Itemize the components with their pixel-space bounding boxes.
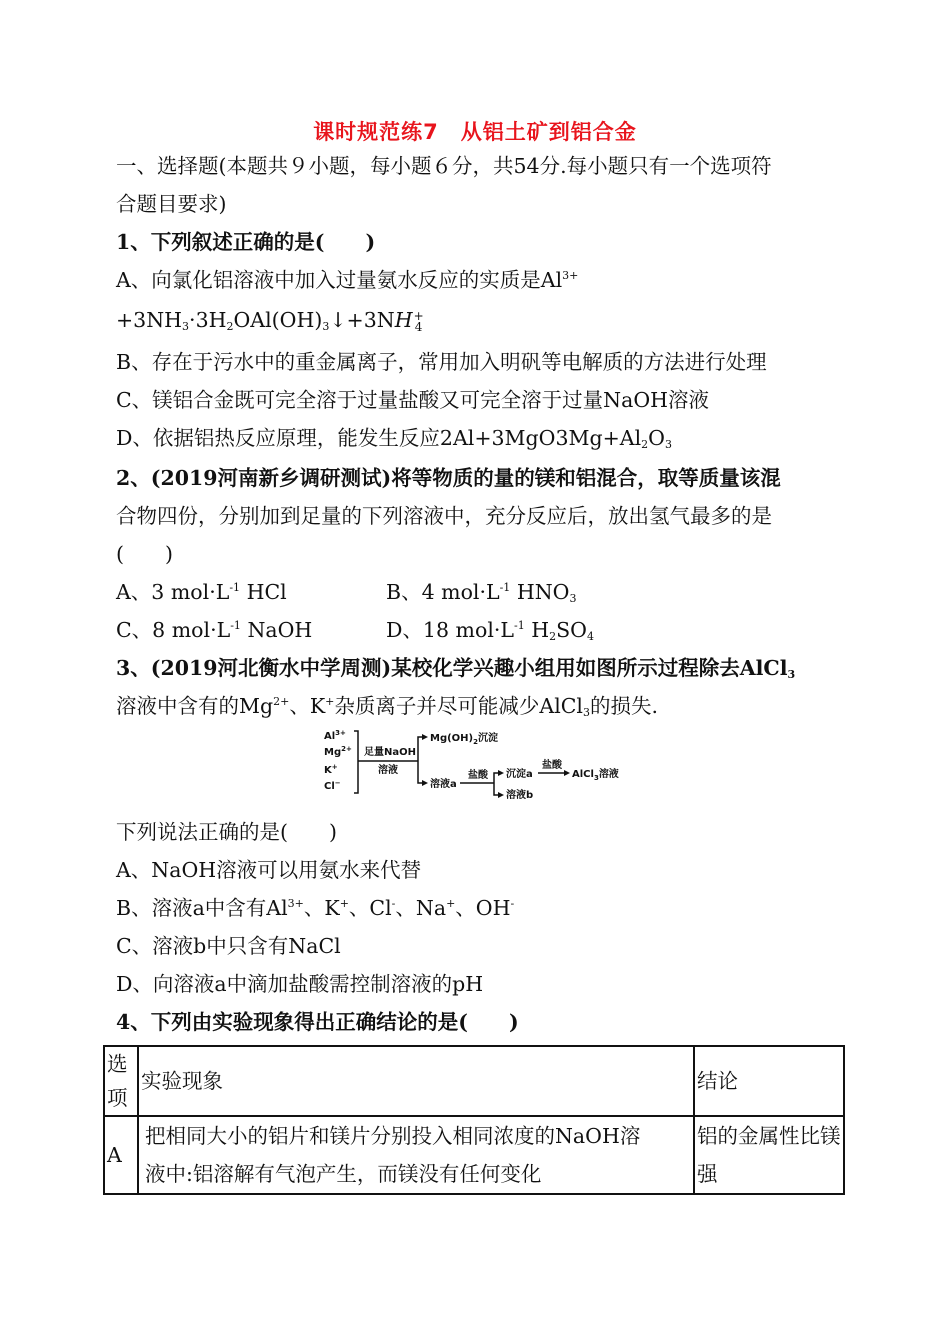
q1-option-c: C、镁铝合金既可完全溶于过量盐酸又可完全溶于过量NaOH溶液 xyxy=(116,388,710,412)
question-1-stem: 1、下列叙述正确的是( ) xyxy=(116,230,376,254)
table-row xyxy=(104,1116,844,1194)
question-2-stem-line3: ( ) xyxy=(116,542,173,566)
ion-mg: $Mg^{2+}$ xyxy=(324,745,352,758)
question-4-stem: 4、下列由实验现象得出正确结论的是( ) xyxy=(116,1010,519,1034)
ion-al: $Al^{3+}$ xyxy=(324,729,346,742)
experiment-conclusion-table xyxy=(103,1045,845,1195)
row-a-conclusion: 铝的金属性比镁 强 xyxy=(694,1116,844,1194)
step1-reagent-bottom: 溶液 xyxy=(378,765,398,776)
question-3-stem-line1: 3、(2019河北衡水中学周测)某校化学兴趣小组用如图所示过程除去AlCl$_3$ xyxy=(116,656,796,681)
q2-option-d: D、18 $mol\cdot L^{-1}$ $H_2SO_4$ xyxy=(386,618,594,643)
q3-option-c: C、溶液b中只含有NaCl xyxy=(116,934,341,958)
split-bracket-2 xyxy=(494,773,498,795)
header-option: 选 项 xyxy=(104,1046,138,1116)
q1-option-b: B、存在于污水中的重金属离子，常用加入明矾等电解质的方法进行处理 xyxy=(116,350,767,374)
q3-option-a: A、NaOH溶液可以用氨水来代替 xyxy=(116,858,422,882)
header-conclusion: 结论 xyxy=(694,1046,844,1116)
ammonium-charge-fraction: + 4 xyxy=(413,308,424,334)
q2-option-c: C、8 $mol\cdot L^{-1}$ NaOH xyxy=(116,618,313,642)
ions-bracket xyxy=(354,731,358,793)
q1-option-d: D、依据铝热反应原理，能发生反应$2Al+3MgO3Mg+Al_2O_3$ xyxy=(116,426,672,451)
split-bracket-1 xyxy=(418,737,422,783)
q1-option-a-line1: A、向氯化铝溶液中加入过量氨水反应的实质是$Al^{3+}$ xyxy=(116,268,579,292)
row-a-option: A xyxy=(104,1116,138,1194)
step1-reagent-top: 足量NaOH xyxy=(364,747,416,758)
product-solution-a: 溶液a xyxy=(430,779,457,790)
product-mgoh2-precipitate: $Mg(OH)_2$沉淀 xyxy=(430,733,498,746)
q3-option-d: D、向溶液a中滴加盐酸需控制溶液的pH xyxy=(116,972,484,996)
question-2-stem-line1: 2、(2019河南新乡调研测试)将等物质的量的镁和铝混合，取等质量该混 xyxy=(116,466,781,490)
q3-option-b: B、溶液a中含有$Al^{3+}$、K+、Cl-、Na+、OH- xyxy=(116,896,515,920)
final-alcl3-solution: AlCl$_3$溶液 xyxy=(572,769,619,782)
table-header-row xyxy=(104,1046,844,1116)
section-instructions-line1: 一、选择题(本题共９小题，每小题６分，共54分.每小题只有一个选项符 xyxy=(116,154,772,178)
ion-cl: Cl− xyxy=(324,779,341,792)
ion-k: K+ xyxy=(324,763,338,776)
product-solution-b: 溶液b xyxy=(506,790,534,799)
question-3-stem-line2: 溶液中含有的$Mg^{2+}$、K+杂质离子并尽可能减少AlCl$_3$的损失. xyxy=(116,694,659,719)
product-precipitate-a: 沉淀a xyxy=(506,769,533,780)
q2-option-b: B、4 $mol\cdot L^{-1}$ $HNO_3$ xyxy=(386,580,577,605)
step3-reagent: 盐酸 xyxy=(542,760,562,771)
question-2-stem-line2: 合物四份，分别加到足量的下列溶液中，充分反应后，放出氢气最多的是 xyxy=(116,504,772,528)
q1-option-a-line2: $+3NH_3\cdot 3H_2OAl(OH)_3↓+3NH$ + 4 xyxy=(116,308,424,334)
separation-process-diagram xyxy=(318,727,638,799)
header-phenomenon: 实验现象 xyxy=(138,1046,694,1116)
q2-option-a: A、3 $mol\cdot L^{-1}$ HCl xyxy=(116,580,287,604)
q3-question: 下列说法正确的是( ) xyxy=(116,820,337,844)
page-title: 课时规范练7 从铝土矿到铝合金 xyxy=(313,120,637,144)
section-instructions-line2: 合题目要求) xyxy=(116,192,227,216)
step2-reagent: 盐酸 xyxy=(468,770,488,781)
row-a-phenomenon: 把相同大小的铝片和镁片分别投入相同浓度的NaOH溶 液中:铝溶解有气泡产生，而镁没有任何变化 xyxy=(138,1116,694,1194)
